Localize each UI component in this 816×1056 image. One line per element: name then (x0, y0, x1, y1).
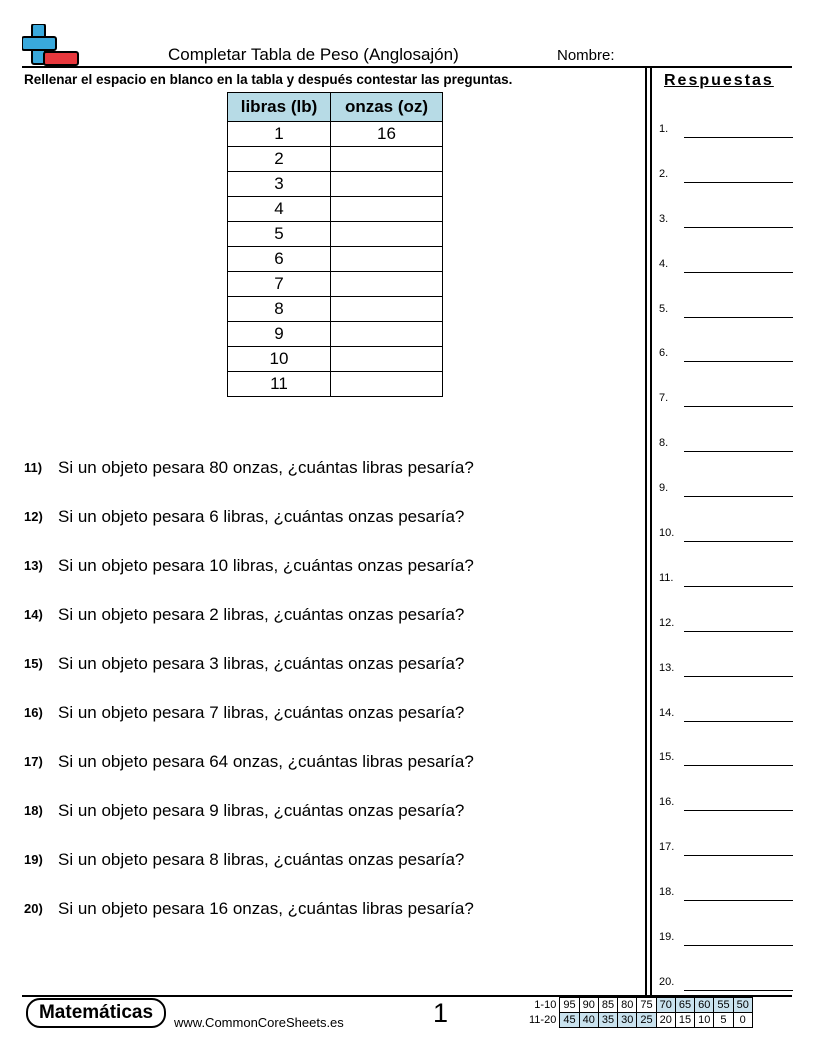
ounces-cell[interactable] (331, 222, 443, 247)
question-text: Si un objeto pesara 6 libras, ¿cuántas onzas pesaría? (58, 507, 465, 526)
answer-item (659, 570, 793, 615)
answer-number: 2. (659, 167, 669, 180)
table-row (228, 372, 443, 397)
answer-number: 9. (659, 482, 669, 495)
ounces-cell: 16 (331, 122, 443, 147)
answer-blank-line[interactable] (684, 541, 793, 542)
score-row (526, 1013, 752, 1028)
score-cell: 70 (656, 998, 675, 1013)
answer-blank-line[interactable] (684, 317, 793, 318)
table-row (228, 322, 443, 347)
answer-number: 11. (659, 571, 674, 584)
table-row (228, 222, 443, 247)
score-cell: 40 (579, 1013, 598, 1028)
score-cell: 45 (560, 1013, 579, 1028)
answer-number: 19. (659, 931, 675, 944)
question-number: 14) (24, 607, 43, 622)
ounces-cell[interactable] (331, 297, 443, 322)
table-row (228, 147, 443, 172)
ounces-cell[interactable] (331, 247, 443, 272)
answer-blank-line[interactable] (684, 227, 793, 228)
score-row (526, 998, 752, 1013)
question-text: Si un objeto pesara 10 libras, ¿cuántas onzas pesaría? (58, 556, 474, 575)
answer-number: 8. (659, 437, 669, 450)
answer-item (659, 525, 793, 570)
answer-blank-line[interactable] (684, 810, 793, 811)
answer-blank-line[interactable] (684, 586, 793, 587)
answer-number: 17. (659, 841, 675, 854)
score-cell: 95 (560, 998, 579, 1013)
question-item (24, 556, 624, 605)
answer-number: 5. (659, 302, 669, 315)
question-number: 17) (24, 754, 43, 769)
question-text: Si un objeto pesara 8 libras, ¿cuántas onzas pesaría? (58, 850, 465, 869)
answer-item (659, 839, 793, 884)
answer-number: 16. (659, 796, 675, 809)
answer-blank-line[interactable] (684, 182, 793, 183)
page-title: Completar Tabla de Peso (Anglosajón) (168, 45, 459, 64)
answer-blank-line[interactable] (684, 451, 793, 452)
score-cell: 30 (618, 1013, 637, 1028)
score-cell: 75 (637, 998, 656, 1013)
name-label: Nombre: (557, 47, 615, 64)
score-cell: 55 (714, 998, 733, 1013)
answer-blank-line[interactable] (684, 855, 793, 856)
ounces-cell[interactable] (331, 372, 443, 397)
pounds-cell: 7 (228, 272, 331, 297)
question-number: 15) (24, 656, 43, 671)
score-cell: 35 (598, 1013, 617, 1028)
table-header-row (228, 93, 443, 122)
answer-item (659, 705, 793, 750)
question-item (24, 458, 624, 507)
question-text: Si un objeto pesara 64 onzas, ¿cuántas libras pesaría? (58, 752, 474, 771)
table-row (228, 347, 443, 372)
pounds-cell: 8 (228, 297, 331, 322)
answer-item (659, 345, 793, 390)
question-item (24, 899, 624, 948)
question-item (24, 850, 624, 899)
answer-blank-line[interactable] (684, 945, 793, 946)
question-text: Si un objeto pesara 7 libras, ¿cuántas onzas pesaría? (58, 703, 465, 722)
answer-item (659, 929, 793, 974)
pounds-cell: 6 (228, 247, 331, 272)
ounces-cell[interactable] (331, 172, 443, 197)
answer-item (659, 660, 793, 705)
answer-number: 1. (659, 123, 669, 135)
answer-number: 18. (659, 886, 675, 899)
answer-item (659, 794, 793, 839)
score-cell: 10 (695, 1013, 714, 1028)
answer-number: 10. (659, 527, 675, 540)
answer-item (659, 166, 793, 211)
column-divider (650, 67, 652, 996)
instructions: Rellenar el espacio en blanco en la tabla y después contestar las preguntas. (24, 72, 513, 87)
website-url: www.CommonCoreSheets.es (174, 1015, 344, 1030)
answer-item (659, 749, 793, 794)
pounds-cell: 5 (228, 222, 331, 247)
table-row (228, 197, 443, 222)
answer-number: 14. (659, 706, 675, 719)
score-cell: 65 (675, 998, 694, 1013)
score-cell: 20 (656, 1013, 675, 1028)
question-number: 12) (24, 509, 43, 524)
pounds-cell: 3 (228, 172, 331, 197)
score-cell: 5 (714, 1013, 733, 1028)
answer-blank-line[interactable] (684, 137, 793, 138)
question-item (24, 752, 624, 801)
answer-item (659, 121, 793, 166)
table-row (228, 172, 443, 197)
question-text: Si un objeto pesara 9 libras, ¿cuántas onzas pesaría? (58, 801, 465, 820)
score-row-label: 1-10 (534, 999, 557, 1011)
answer-blank-line[interactable] (684, 676, 793, 677)
question-number: 18) (24, 803, 43, 818)
answer-number: 13. (659, 661, 675, 674)
question-number: 20) (24, 901, 43, 916)
question-number: 19) (24, 852, 43, 867)
score-cell: 85 (598, 998, 617, 1013)
score-table (526, 997, 753, 1028)
ounces-cell[interactable] (331, 322, 443, 347)
answer-blank-line[interactable] (684, 721, 793, 722)
pounds-cell: 9 (228, 322, 331, 347)
answer-blank-line[interactable] (684, 272, 793, 273)
answer-item (659, 480, 793, 525)
question-text: Si un objeto pesara 3 libras, ¿cuántas onzas pesaría? (58, 654, 465, 673)
answer-item (659, 256, 793, 301)
ounces-cell[interactable] (331, 347, 443, 372)
score-row-label: 11-20 (529, 1014, 557, 1026)
answer-blank-line[interactable] (684, 406, 793, 407)
table-row (228, 122, 443, 147)
pounds-cell: 1 (228, 122, 331, 147)
score-cell: 0 (733, 1013, 752, 1028)
pounds-cell: 11 (228, 372, 331, 397)
answer-number: 6. (659, 347, 669, 360)
question-number: 11) (24, 460, 43, 475)
score-cell: 25 (637, 1013, 656, 1028)
plus-minus-logo-icon (22, 24, 80, 68)
answer-item (659, 884, 793, 929)
answer-list (659, 121, 793, 1019)
answer-number: 12. (659, 616, 675, 629)
brand-badge: Matemáticas (26, 998, 166, 1028)
answers-title: Respuestas (664, 72, 774, 89)
question-item (24, 703, 624, 752)
answer-item (659, 301, 793, 346)
question-number: 13) (24, 558, 43, 573)
question-number: 16) (24, 705, 43, 720)
answer-item (659, 390, 793, 435)
ounces-cell[interactable] (331, 197, 443, 222)
answer-number: 15. (659, 751, 675, 764)
answer-item (659, 435, 793, 480)
column-header-ounces: onzas (oz) (331, 93, 443, 122)
pounds-cell: 2 (228, 147, 331, 172)
conversion-table (227, 92, 443, 397)
answer-blank-line[interactable] (684, 990, 793, 991)
ounces-cell[interactable] (331, 147, 443, 172)
page-number: 1 (433, 998, 449, 1028)
score-cell: 15 (675, 1013, 694, 1028)
question-item (24, 605, 624, 654)
answer-number: 4. (659, 257, 669, 270)
answer-number: 7. (659, 392, 669, 405)
answer-number: 20. (659, 975, 675, 988)
column-divider (645, 67, 647, 996)
question-text: Si un objeto pesara 80 onzas, ¿cuántas libras pesaría? (58, 458, 474, 477)
table-row (228, 247, 443, 272)
score-cell: 80 (618, 998, 637, 1013)
header-divider (22, 66, 792, 68)
score-cell: 50 (733, 998, 752, 1013)
answer-blank-line[interactable] (684, 496, 793, 497)
answer-blank-line[interactable] (684, 765, 793, 766)
table-row (228, 297, 443, 322)
question-text: Si un objeto pesara 16 onzas, ¿cuántas libras pesaría? (58, 899, 474, 918)
score-cell: 90 (579, 998, 598, 1013)
ounces-cell[interactable] (331, 272, 443, 297)
question-item (24, 654, 624, 703)
answer-blank-line[interactable] (684, 900, 793, 901)
question-list (24, 458, 624, 948)
pounds-cell: 10 (228, 347, 331, 372)
question-item (24, 507, 624, 556)
answer-item (659, 615, 793, 660)
score-cell: 60 (695, 998, 714, 1013)
answer-item (659, 211, 793, 256)
answer-blank-line[interactable] (684, 631, 793, 632)
question-item (24, 801, 624, 850)
answer-blank-line[interactable] (684, 361, 793, 362)
answer-number: 3. (659, 212, 669, 225)
column-header-pounds: libras (lb) (228, 93, 331, 122)
pounds-cell: 4 (228, 197, 331, 222)
table-row (228, 272, 443, 297)
question-text: Si un objeto pesara 2 libras, ¿cuántas onzas pesaría? (58, 605, 465, 624)
